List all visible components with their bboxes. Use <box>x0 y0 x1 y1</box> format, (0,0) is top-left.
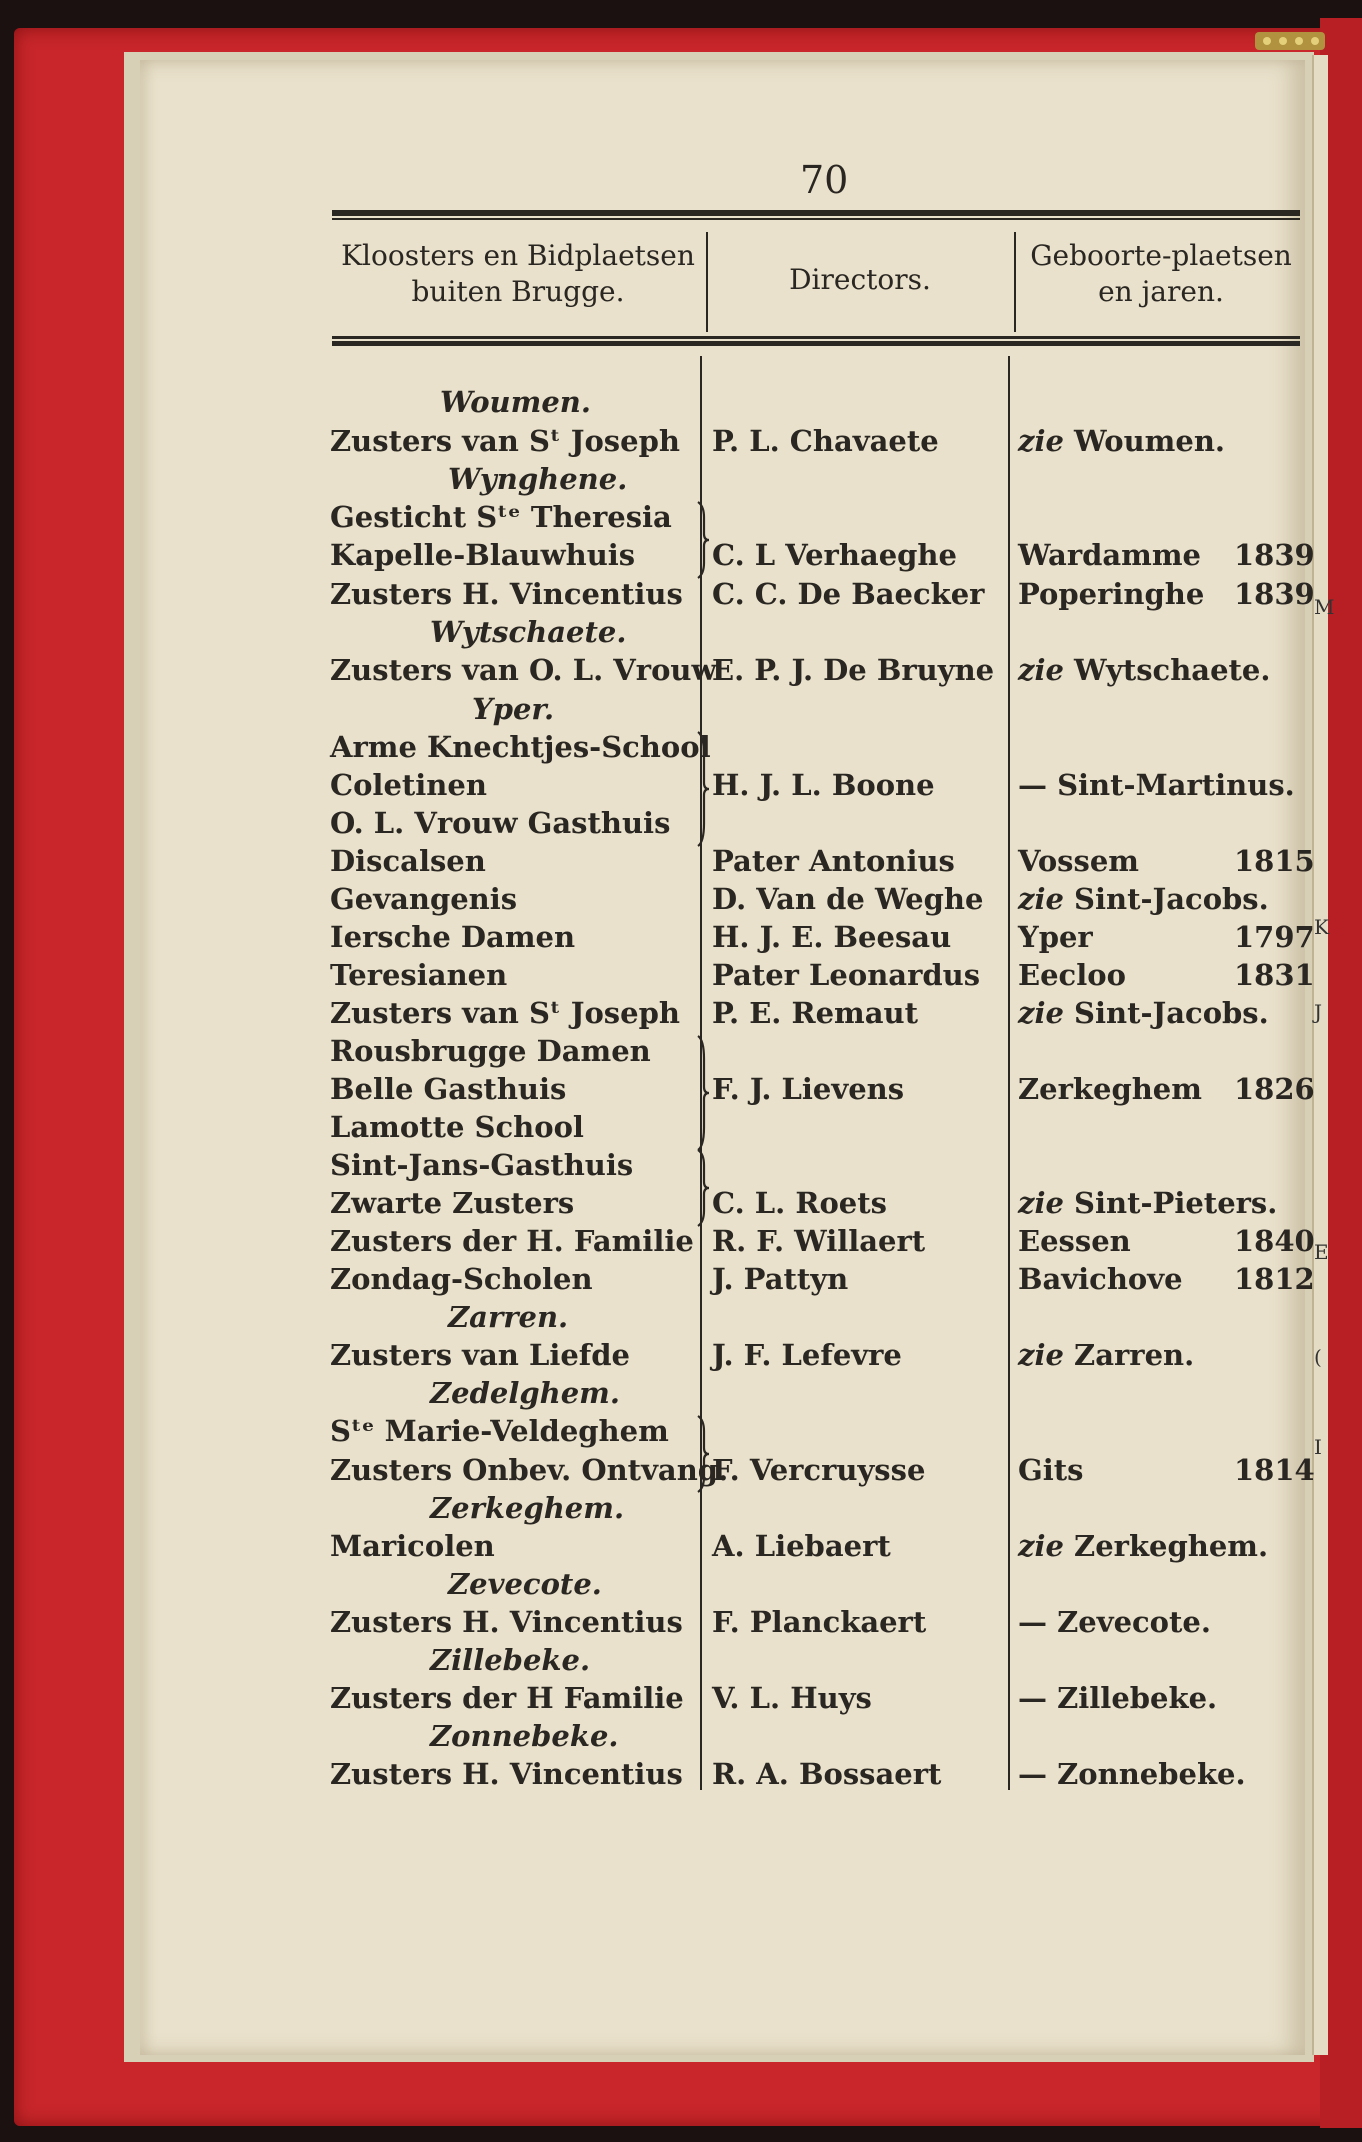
director-name: P. E. Remaut <box>712 996 919 1030</box>
institution-name: Gesticht Sᵗᵉ Theresia <box>330 500 672 534</box>
birthplace-cell <box>1018 538 1201 572</box>
birthplace: Wytschaete. <box>1074 653 1271 687</box>
director-name: Pater Antonius <box>712 844 955 878</box>
birthplace-cell <box>1018 1224 1131 1258</box>
zie-reference: zie <box>1018 996 1075 1030</box>
institution-name: Zusters H. Vincentius <box>330 1757 683 1791</box>
book-page <box>140 60 1305 2055</box>
zie-reference: zie <box>1018 882 1075 916</box>
zie-reference: zie <box>1018 653 1075 687</box>
place-heading: Zillebeke. <box>430 1643 591 1677</box>
place-heading: Yper. <box>472 692 555 726</box>
birthplace-cell <box>1018 653 1270 687</box>
birthplace-cell <box>1018 1757 1246 1791</box>
director-name: C. L Verhaeghe <box>712 538 957 572</box>
director-name: V. L. Huys <box>712 1681 872 1715</box>
place-heading: Zevecote. <box>448 1567 602 1601</box>
place-heading: Woumen. <box>440 385 591 419</box>
birthplace-cell <box>1018 424 1225 458</box>
zie-reference: zie <box>1018 1186 1075 1220</box>
header-rule-thick <box>332 341 1300 346</box>
director-name: R. F. Willaert <box>712 1224 926 1258</box>
top-rule-thin <box>332 218 1300 220</box>
birthplace: Bavichove <box>1018 1262 1183 1296</box>
birthplace: Eecloo <box>1018 958 1126 992</box>
birthplace-cell <box>1018 577 1204 611</box>
next-page-fragment: M <box>1314 595 1335 619</box>
birthplace-cell <box>1018 958 1126 992</box>
birthplace-cell <box>1018 996 1269 1030</box>
institution-name: Zusters van Sᵗ Joseph <box>330 424 680 458</box>
birthplace: Sint-Jacobs. <box>1074 882 1269 916</box>
place-heading: Zedelghem. <box>430 1376 620 1410</box>
body-divider <box>1008 356 1010 1790</box>
birthplace: Vossem <box>1018 844 1139 878</box>
birthplace-cell <box>1018 1072 1202 1106</box>
header-col-institutions-line2: buiten Brugge. <box>411 275 625 308</box>
institution-name: Belle Gasthuis <box>330 1072 567 1106</box>
institution-name: Zusters der H. Familie <box>330 1224 694 1258</box>
place-heading: Zerkeghem. <box>430 1491 625 1525</box>
birth-year: 1839 <box>1234 577 1315 611</box>
institution-name: Zusters van Sᵗ Joseph <box>330 996 680 1030</box>
director-name: Pater Leonardus <box>712 958 981 992</box>
brace-icon <box>692 502 710 578</box>
institution-name: Zusters van Liefde <box>330 1338 631 1372</box>
institution-name: Zusters H. Vincentius <box>330 577 683 611</box>
director-name: R. A. Bossaert <box>712 1757 942 1791</box>
birthplace: Poperinghe <box>1018 577 1205 611</box>
place-heading: Wytschaete. <box>430 615 627 649</box>
birthplace-cell <box>1018 768 1295 802</box>
header-divider <box>706 232 708 332</box>
institution-name: Rousbrugge Damen <box>330 1034 651 1068</box>
birthplace-cell <box>1018 1529 1268 1563</box>
birth-year: 1815 <box>1234 844 1315 878</box>
zie-reference: zie <box>1018 424 1075 458</box>
birth-year: 1831 <box>1234 958 1315 992</box>
director-name: J. F. Lefevre <box>712 1338 902 1372</box>
birthplace-cell <box>1018 1453 1084 1487</box>
institution-name: Discalsen <box>330 844 486 878</box>
institution-name: Coletinen <box>330 768 487 802</box>
institution-name: Zusters van O. L. Vrouw <box>330 653 717 687</box>
birthplace: Zerkeghem <box>1018 1072 1202 1106</box>
birthplace: Eessen <box>1018 1224 1131 1258</box>
cover-clasp <box>1255 30 1325 52</box>
birth-year: 1797 <box>1234 920 1315 954</box>
birth-year: 1814 <box>1234 1453 1315 1487</box>
birthplace: — Zillebeke. <box>1018 1681 1218 1715</box>
institution-name: Zwarte Zusters <box>330 1186 575 1220</box>
director-name: F. Vercruysse <box>712 1453 926 1487</box>
next-page-fragment: E <box>1314 1240 1329 1264</box>
birthplace: Yper <box>1018 920 1093 954</box>
place-heading: Wynghene. <box>448 462 628 496</box>
birthplace: — Sint-Martinus. <box>1018 768 1295 802</box>
institution-name: Zusters der H Familie <box>330 1681 684 1715</box>
institution-name: Gevangenis <box>330 882 518 916</box>
zie-reference: zie <box>1018 1338 1075 1372</box>
place-heading: Zarren. <box>448 1300 569 1334</box>
birthplace: Sint-Pieters. <box>1074 1186 1278 1220</box>
brace-icon <box>692 732 710 846</box>
brace-icon <box>692 1416 710 1492</box>
birthplace: — Zevecote. <box>1018 1605 1211 1639</box>
institution-name: Sint-Jans-Gasthuis <box>330 1148 634 1182</box>
page-number: 70 <box>800 158 849 202</box>
birthplace: Zarren. <box>1074 1338 1195 1372</box>
birthplace-cell <box>1018 1605 1211 1639</box>
director-name: A. Liebaert <box>712 1529 891 1563</box>
director-name: P. L. Chavaete <box>712 424 939 458</box>
institution-name: Lamotte School <box>330 1110 584 1144</box>
birthplace-cell <box>1018 1262 1183 1296</box>
director-name: C. L. Roets <box>712 1186 887 1220</box>
director-name: J. Pattyn <box>712 1262 849 1296</box>
institution-name: Zusters H. Vincentius <box>330 1605 683 1639</box>
institution-name: Sᵗᵉ Marie-Veldeghem <box>330 1414 669 1448</box>
institution-name: Maricolen <box>330 1529 495 1563</box>
director-name: F. J. Lievens <box>712 1072 905 1106</box>
institution-name: Kapelle-Blauwhuis <box>330 538 636 572</box>
header-col-birth-line2: en jaren. <box>1098 275 1224 308</box>
place-heading: Zonnebeke. <box>430 1719 619 1753</box>
birthplace: Woumen. <box>1074 424 1225 458</box>
birthplace: — Zonnebeke. <box>1018 1757 1246 1791</box>
birth-year: 1812 <box>1234 1262 1315 1296</box>
director-name: C. C. De Baecker <box>712 577 985 611</box>
birthplace: Gits <box>1018 1453 1084 1487</box>
birthplace: Wardamme <box>1018 538 1202 572</box>
header-col-birth <box>1016 238 1306 310</box>
birthplace-cell <box>1018 882 1269 916</box>
birthplace-cell <box>1018 844 1139 878</box>
institution-name: Arme Knechtjes-School <box>330 730 711 764</box>
top-rule <box>332 210 1300 216</box>
header-col-institutions-line1: Kloosters en Bidplaetsen <box>341 239 695 272</box>
institution-name: Zusters Onbev. Ontvang. <box>330 1453 729 1487</box>
header-col-birth-line1: Geboorte-plaetsen <box>1030 239 1292 272</box>
next-page-edge <box>1312 55 1335 2055</box>
director-name: H. J. E. Beesau <box>712 920 952 954</box>
birth-year: 1840 <box>1234 1224 1315 1258</box>
birth-year: 1826 <box>1234 1072 1315 1106</box>
brace-icon <box>692 1150 710 1226</box>
institution-name: Zondag-Scholen <box>330 1262 593 1296</box>
zie-reference: zie <box>1018 1529 1075 1563</box>
birthplace-cell <box>1018 920 1093 954</box>
header-col-directors: Directors. <box>789 263 931 296</box>
next-page-fragment: I <box>1314 1435 1322 1459</box>
institution-name: Iersche Damen <box>330 920 576 954</box>
director-name: E. P. J. De Bruyne <box>712 653 995 687</box>
birthplace: Sint-Jacobs. <box>1074 996 1269 1030</box>
next-page-fragment: K <box>1314 915 1329 939</box>
institution-name: Teresianen <box>330 958 508 992</box>
institution-name: O. L. Vrouw Gasthuis <box>330 806 671 840</box>
birthplace-cell <box>1018 1681 1217 1715</box>
birth-year: 1839 <box>1234 538 1315 572</box>
birthplace-cell <box>1018 1186 1277 1220</box>
header-rule <box>332 336 1300 339</box>
header-col-institutions <box>328 238 708 310</box>
next-page-fragment: ( <box>1314 1345 1322 1369</box>
director-name: F. Planckaert <box>712 1605 927 1639</box>
director-name: D. Van de Weghe <box>712 882 984 916</box>
next-page-fragment: J <box>1314 1000 1323 1024</box>
brace-icon <box>692 1036 710 1150</box>
birthplace-cell <box>1018 1338 1194 1372</box>
director-name: H. J. L. Boone <box>712 768 935 802</box>
birthplace: Zerkeghem. <box>1074 1529 1269 1563</box>
